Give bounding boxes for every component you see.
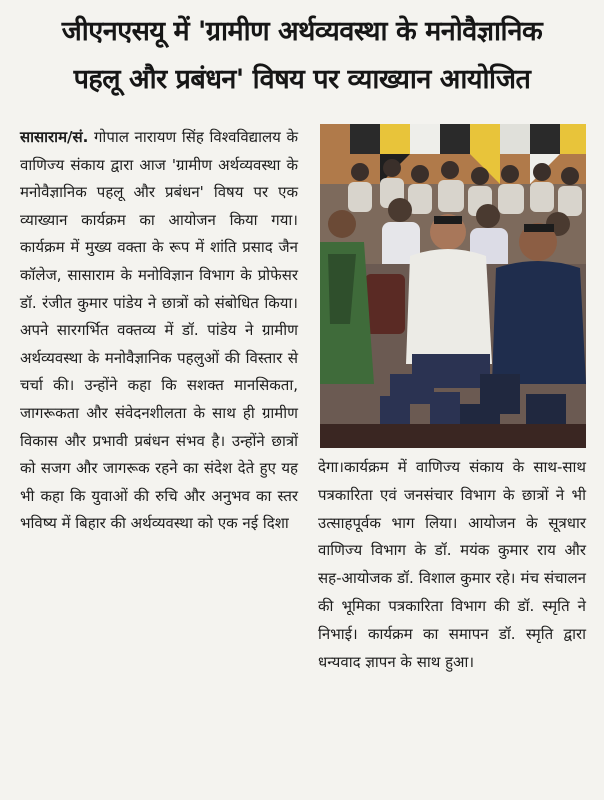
article-column-1 [20, 124, 298, 538]
article-column-2 [318, 454, 586, 676]
article-body-col1: गोपाल नारायण सिंह विश्वविद्यालय के वाणिज्य संकाय द्वारा आज 'ग्रामीण अर्थव्यवस्था के मनोवैज्ञानिक पहलू और प्रबंधन' विषय पर एक व्याख्यान कार्यक्रम का आयोजन किया गया। कार्यक्रम में मुख्य वक्ता के रूप में शांति प्रसाद जैन कॉलेज, सासाराम के मनोविज्ञान विभाग के प्रोफेसर डॉ. रंजीत कुमार पांडेय ने छात्रों को संबोधित किया।अपने सारगर्भित वक्तव्य में डॉ. पांडेय ने ग्रामीण अर्थव्यवस्था के मनोवैज्ञानिक पहलुओं की विस्तार से चर्चा की। उन्होंने कहा कि सशक्त मानसिकता, जागरूकता और संवेदनशीलता के साथ ही ग्रामीण विकास और प्रभावी प्रबंधन संभव है। उन्होंने छात्रों को सजग और जागरूक रहने का संदेश देते हुए यह भी कहा कि युवाओं की रुचि और अनुभव का स्तर भविष्य में बिहार की अर्थव्यवस्था को एक नई दिशा [20, 128, 298, 533]
event-photo [320, 124, 586, 448]
dateline: सासाराम/सं. [20, 128, 89, 146]
headline [8, 8, 596, 104]
article-body-col2: देगा।कार्यक्रम में वाणिज्य संकाय के साथ-साथ पत्रकारिता एवं जनसंचार विभाग के छात्रों ने भी उत्साहपूर्वक भाग लिया। आयोजन के सूत्रधार वाणिज्य विभाग के डॉ. मयंक कुमार राय और सह-आयोजक डॉ. विशाल कुमार रहे। मंच संचालन की भूमिका पत्रकारिता विभाग की डॉ. स्मृति ने निभाई। कार्यक्रम का समापन डॉ. स्मृति द्वारा धन्यवाद ज्ञापन के साथ हुआ। [318, 458, 586, 671]
headline-line-2: पहलू और प्रबंधन' विषय पर व्याख्यान आयोजित [73, 64, 531, 95]
headline-line-1: जीएनएसयू में 'ग्रामीण अर्थव्यवस्था के मनोवैज्ञानिक [61, 16, 543, 47]
